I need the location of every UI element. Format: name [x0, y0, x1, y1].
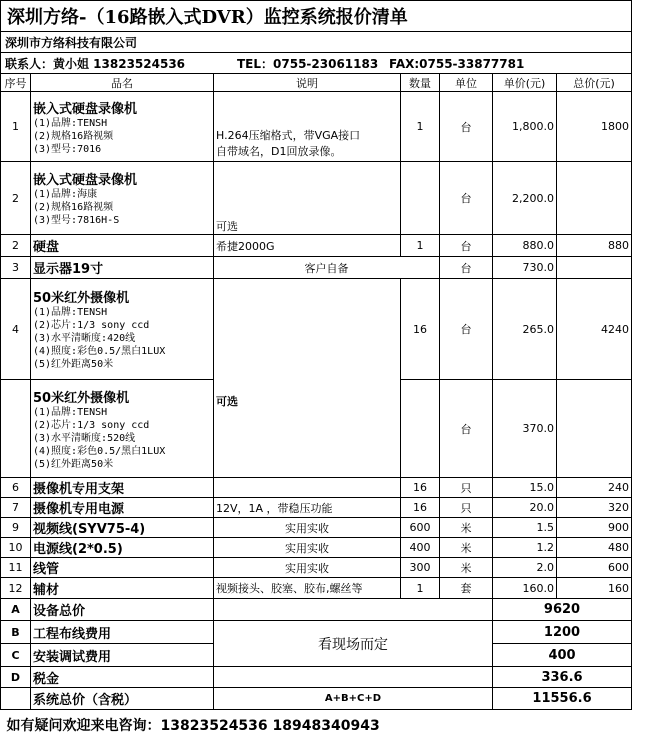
total-cell — [557, 380, 632, 478]
product-spec: (3)水平清晰度:520线 — [33, 432, 136, 444]
total-cell — [557, 257, 632, 279]
desc-cell: 12V，1A ，带稳压功能 — [214, 498, 401, 518]
summary-row — [1, 667, 632, 688]
unit-cell: 台 — [440, 257, 493, 279]
unit-cell: 台 — [440, 92, 493, 162]
header-row — [1, 74, 632, 92]
company-name: 深圳市方络科技有限公司 — [1, 32, 632, 53]
table-row — [1, 235, 632, 257]
price-cell: 160.0 — [493, 578, 557, 599]
unit-cell: 台 — [440, 235, 493, 257]
price-cell: 1.2 — [493, 538, 557, 558]
summary-row — [1, 599, 632, 621]
col-header-no: 序号 — [1, 74, 31, 92]
table-row — [1, 279, 632, 380]
row-no: 9 — [1, 518, 31, 538]
product-name: 嵌入式硬盘录像机 — [33, 173, 138, 188]
col-header-unit: 单位 — [440, 74, 493, 92]
product-name: 摄像机专用支架 — [31, 478, 214, 498]
contact-person: 联系人：黄小姐 13823524536 — [5, 56, 186, 71]
table-row — [1, 92, 632, 162]
sheet-title: 深圳方络-（16路嵌入式DVR）监控系统报价清单 — [1, 1, 632, 32]
qty-cell — [401, 162, 440, 235]
table-row — [1, 498, 632, 518]
desc-cell — [214, 92, 401, 162]
row-no: 7 — [1, 498, 31, 518]
desc-cell: 希捷2000G — [214, 235, 401, 257]
product-spec: (2)规格16路视频 — [33, 130, 114, 142]
table-row — [1, 538, 632, 558]
price-cell: 2.0 — [493, 558, 557, 578]
qty-cell: 300 — [401, 558, 440, 578]
table-row — [1, 478, 632, 498]
product-name: 辅材 — [31, 578, 214, 599]
desc-cell: 客户自备 — [214, 257, 440, 279]
product-name: 显示器19寸 — [31, 257, 214, 279]
grand-key — [1, 688, 31, 710]
summary-row — [1, 621, 632, 644]
unit-cell: 套 — [440, 578, 493, 599]
price-cell: 15.0 — [493, 478, 557, 498]
col-header-total: 总价(元) — [557, 74, 632, 92]
total-cell: 600 — [557, 558, 632, 578]
table-row — [1, 558, 632, 578]
unit-cell: 只 — [440, 478, 493, 498]
qty-cell: 1 — [401, 578, 440, 599]
unit-cell: 米 — [440, 538, 493, 558]
desc-cell: 实用实收 — [214, 538, 401, 558]
product-name: 电源线(2*0.5) — [31, 538, 214, 558]
table-row — [1, 578, 632, 599]
contact-fax: FAX:0755-33877781 — [389, 56, 525, 71]
total-cell: 480 — [557, 538, 632, 558]
summary-note: 看现场而定 — [214, 621, 493, 667]
row-no: 4 — [1, 279, 31, 380]
product-spec: (1)品牌:TENSH — [33, 307, 108, 318]
summary-key: A — [1, 599, 31, 621]
desc-line: H.264压缩格式，带VGA接口 — [216, 129, 361, 142]
product-spec: (2)芯片:1/3 sony ccd — [33, 419, 150, 431]
qty-cell: 400 — [401, 538, 440, 558]
summary-blank — [214, 667, 493, 688]
product-spec: (3)水平清晰度:420线 — [33, 333, 136, 344]
total-cell: 320 — [557, 498, 632, 518]
total-cell: 1800 — [557, 92, 632, 162]
table-row — [1, 518, 632, 538]
qty-cell: 1 — [401, 92, 440, 162]
summary-blank — [214, 599, 493, 621]
desc-cell: 可选 — [214, 279, 401, 478]
product-name: 线管 — [31, 558, 214, 578]
total-cell: 900 — [557, 518, 632, 538]
product-name: 视频线(SYV75-4) — [31, 518, 214, 538]
product-spec: (3)型号:7016 — [33, 143, 102, 155]
contact-tel: TEL：0755-23061183 — [237, 56, 379, 71]
price-cell: 370.0 — [493, 380, 557, 478]
row-no: 2 — [1, 162, 31, 235]
unit-cell: 只 — [440, 498, 493, 518]
product-cell — [31, 162, 214, 235]
unit-cell: 台 — [440, 380, 493, 478]
product-name: 嵌入式硬盘录像机 — [33, 101, 138, 117]
product-name: 50米红外摄像机 — [33, 291, 130, 306]
unit-cell: 米 — [440, 558, 493, 578]
price-cell: 2,200.0 — [493, 162, 557, 235]
grand-formula: A+B+C+D — [214, 688, 493, 710]
product-spec: (3)型号:7816H-S — [33, 215, 120, 226]
row-no: 3 — [1, 257, 31, 279]
product-cell — [31, 92, 214, 162]
price-cell: 20.0 — [493, 498, 557, 518]
col-header-desc: 说明 — [214, 74, 401, 92]
price-cell: 1,800.0 — [493, 92, 557, 162]
summary-key: C — [1, 644, 31, 667]
total-cell: 4240 — [557, 279, 632, 380]
summary-key: D — [1, 667, 31, 688]
qty-cell: 1 — [401, 235, 440, 257]
price-cell: 880.0 — [493, 235, 557, 257]
desc-cell: 实用实收 — [214, 558, 401, 578]
product-spec: (4)照度:彩色0.5/黑白1LUX — [33, 346, 166, 357]
qty-cell: 16 — [401, 478, 440, 498]
desc-line: 自带域名，D1回放录像。 — [216, 145, 342, 158]
table-row — [1, 257, 632, 279]
qty-cell: 16 — [401, 498, 440, 518]
row-no — [1, 380, 31, 478]
grand-label: 系统总价（含税） — [31, 688, 214, 710]
product-cell — [31, 380, 214, 478]
contact-line — [1, 53, 632, 74]
desc-cell: 视频接头、胶塞、胶布,螺丝等 — [214, 578, 401, 599]
summary-label: 工程布线费用 — [31, 621, 214, 644]
product-cell — [31, 279, 214, 380]
row-no: 1 — [1, 92, 31, 162]
unit-cell: 台 — [440, 279, 493, 380]
product-spec: (4)照度:彩色0.5/黑白1LUX — [33, 445, 166, 457]
desc-cell — [214, 162, 401, 235]
col-header-qty: 数量 — [401, 74, 440, 92]
row-no: 2 — [1, 235, 31, 257]
product-spec: (5)红外距离50米 — [33, 359, 114, 370]
summary-value: 9620 — [493, 599, 632, 621]
product-name: 50米红外摄像机 — [33, 390, 130, 406]
total-cell — [557, 162, 632, 235]
desc-cell — [214, 478, 401, 498]
total-cell: 240 — [557, 478, 632, 498]
product-spec: (2)规格16路视频 — [33, 202, 114, 213]
product-spec: (2)芯片:1/3 sony ccd — [33, 320, 150, 331]
footer-contact: 如有疑问欢迎来电咨询：13823524536 18948340943 — [6, 718, 380, 734]
price-cell: 1.5 — [493, 518, 557, 538]
summary-value: 336.6 — [493, 667, 632, 688]
summary-label: 税金 — [31, 667, 214, 688]
total-cell: 880 — [557, 235, 632, 257]
qty-cell — [401, 380, 440, 478]
product-spec: (1)品牌:TENSH — [33, 406, 108, 418]
total-cell: 160 — [557, 578, 632, 599]
product-spec: (5)红外距离50米 — [33, 458, 114, 470]
summary-label: 安装调试费用 — [31, 644, 214, 667]
table-row — [1, 162, 632, 235]
summary-value: 1200 — [493, 621, 632, 644]
price-cell: 730.0 — [493, 257, 557, 279]
row-no: 6 — [1, 478, 31, 498]
summary-key: B — [1, 621, 31, 644]
col-header-name: 品名 — [31, 74, 214, 92]
product-spec: (1)品牌:海康 — [33, 189, 98, 200]
qty-cell: 16 — [401, 279, 440, 380]
qty-cell: 600 — [401, 518, 440, 538]
grand-value: 11556.6 — [493, 688, 632, 710]
product-name: 硬盘 — [31, 235, 214, 257]
row-no: 12 — [1, 578, 31, 599]
row-no: 10 — [1, 538, 31, 558]
unit-cell: 米 — [440, 518, 493, 538]
row-no: 11 — [1, 558, 31, 578]
desc-cell: 实用实收 — [214, 518, 401, 538]
summary-value: 400 — [493, 644, 632, 667]
summary-label: 设备总价 — [31, 599, 214, 621]
desc-line: 可选 — [216, 220, 238, 233]
col-header-price: 单价(元) — [493, 74, 557, 92]
unit-cell: 台 — [440, 162, 493, 235]
product-name: 摄像机专用电源 — [31, 498, 214, 518]
grand-total-row — [1, 688, 632, 710]
product-spec: (1)品牌:TENSH — [33, 117, 108, 129]
price-cell: 265.0 — [493, 279, 557, 380]
